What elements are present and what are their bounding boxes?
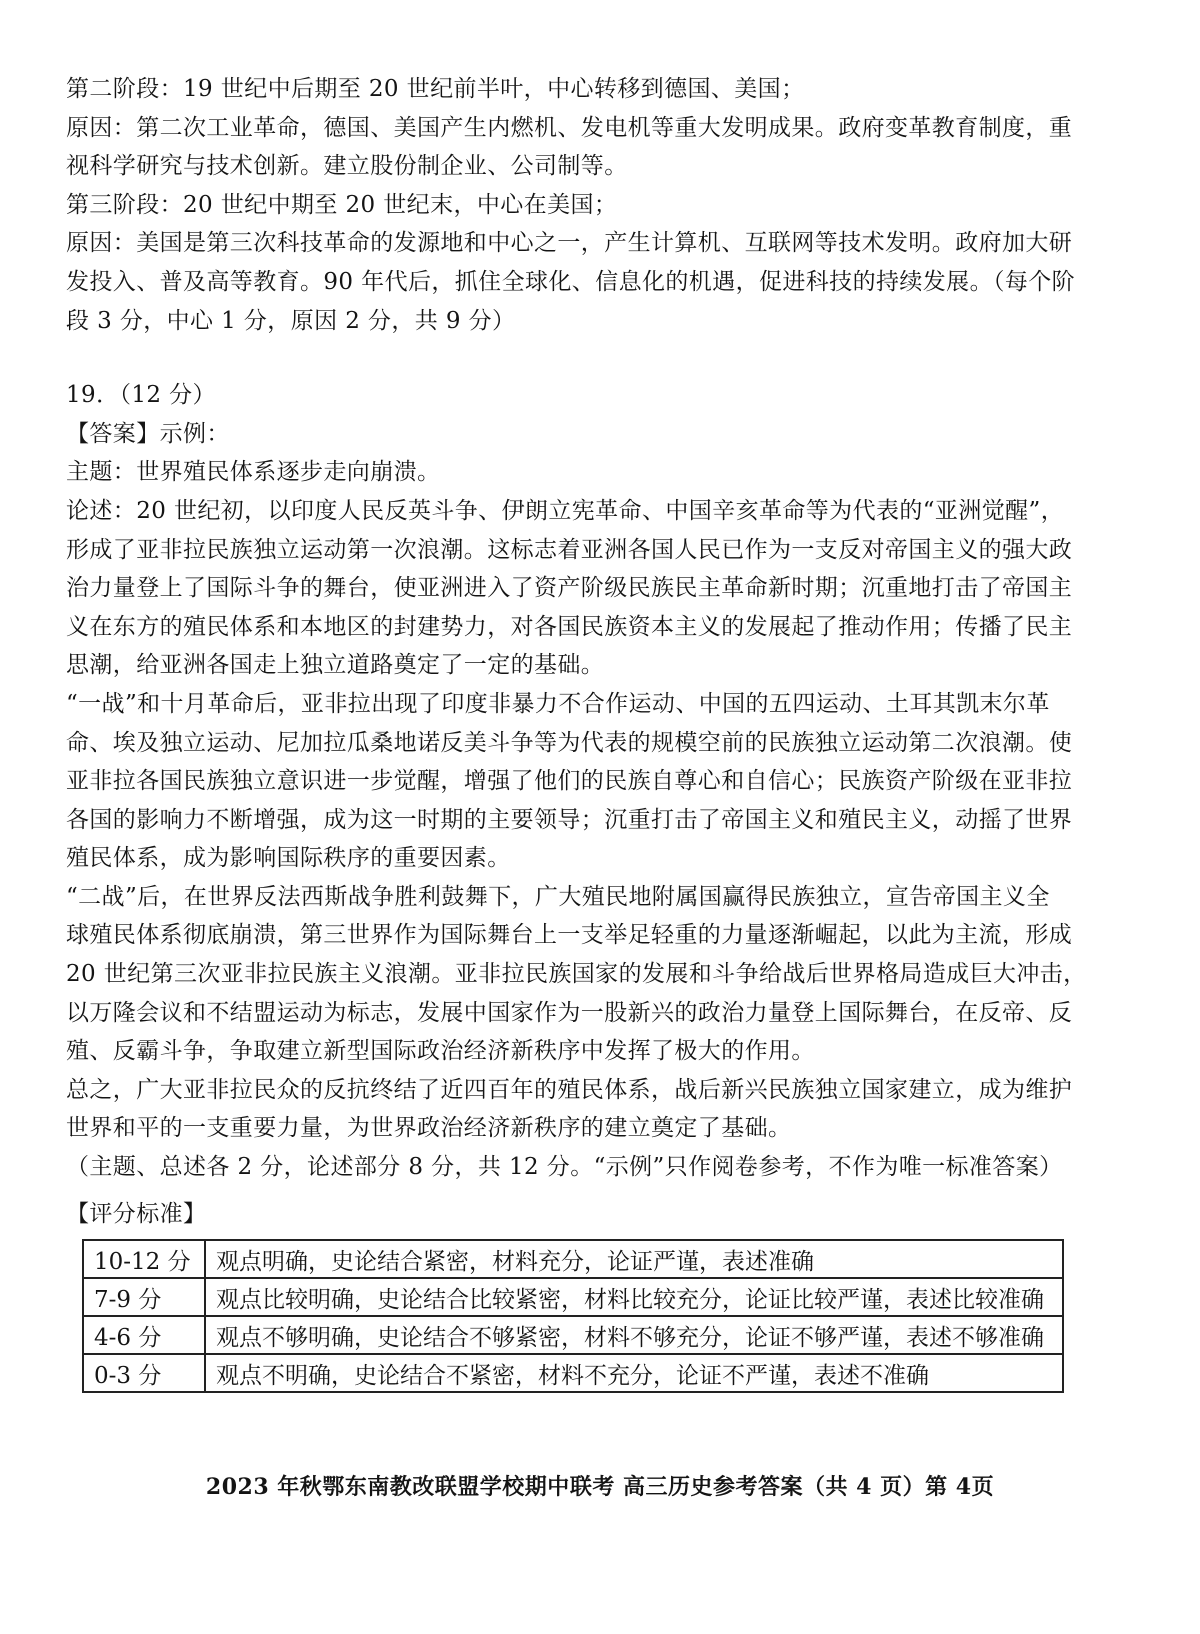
question-19-header: 19．（12 分） — [66, 382, 216, 409]
table-row — [83, 1240, 1063, 1278]
table-row — [83, 1278, 1063, 1316]
paragraph-2-line: 命、埃及独立运动、尼加拉瓜桑地诺反美斗争等为代表的规模空前的民族独立运动第二次浪潮。使 — [66, 729, 1073, 756]
rubric-score: 7-9 分 — [83, 1278, 205, 1316]
paragraph-2-line: 各国的影响力不断增强，成为这一时期的主要领导；沉重打击了帝国主义和殖民主义，动摇了世界 — [66, 806, 1073, 833]
stage3-title: 第三阶段：20 世纪中期至 20 世纪末，中心在美国； — [66, 191, 618, 218]
scoring-note: （主题、总述各 2 分，论述部分 8 分，共 12 分。“示例”只作阅卷参考，不作为唯一标准答案） — [66, 1154, 1063, 1181]
stage2-reason-line: 视科学研究与技术创新。建立股份制企业、公司制等。 — [66, 153, 628, 180]
stage3-reason-line: 原因：美国是第三次科技革命的发源地和中心之一，产生计算机、互联网等技术发明。政府加大研 — [66, 230, 1073, 257]
paragraph-1-line: 治力量登上了国际斗争的舞台，使亚洲进入了资产阶级民族民主革命新时期；沉重地打击了帝国主 — [66, 575, 1073, 602]
paragraph-3-line: 以万隆会议和不结盟运动为标志，发展中国家作为一股新兴的政治力量登上国际舞台，在反帝、反 — [66, 999, 1073, 1026]
paragraph-3-line: 球殖民体系彻底崩溃，第三世界作为国际舞台上一支举足轻重的力量逐渐崛起，以此为主流，形成 — [66, 922, 1073, 949]
page-footer: 2023 年秋鄂东南教改联盟学校期中联考 高三历史参考答案（共 4 页）第 4页 — [205, 1474, 995, 1500]
paragraph-1-line: 形成了亚非拉民族独立运动第一次浪潮。这标志着亚洲各国人民已作为一支反对帝国主义的强大政 — [66, 536, 1073, 563]
summary-line: 世界和平的一支重要力量，为世界政治经济新秩序的建立奠定了基础。 — [66, 1115, 792, 1142]
paragraph-2-line: 亚非拉各国民族独立意识进一步觉醒，增强了他们的民族自尊心和自信心；民族资产阶级在亚非拉 — [66, 768, 1073, 795]
paragraph-1-line: 论述：20 世纪初，以印度人民反英斗争、伊朗立宪革命、中国辛亥革命等为代表的“亚洲觉醒”， — [66, 497, 1065, 524]
paragraph-2-line: “一战”和十月革命后，亚非拉出现了印度非暴力不合作运动、中国的五四运动、土耳其凯末尔革 — [66, 690, 1050, 717]
stage3-reason-line: 发投入、普及高等教育。90 年代后，抓住全球化、信息化的机遇，促进科技的持续发展。（每个阶 — [66, 268, 1076, 295]
paragraph-1-line: 义在东方的殖民体系和本地区的封建势力，对各国民族资本主义的发展起了推动作用；传播了民主 — [66, 613, 1073, 640]
rubric-desc: 观点比较明确，史论结合比较紧密，材料比较充分，论证比较严谨，表述比较准确 — [205, 1278, 1063, 1316]
rubric-label: 【评分标准】 — [66, 1200, 207, 1227]
paragraph-3-line: 殖、反霸斗争，争取建立新型国际政治经济新秩序中发挥了极大的作用。 — [66, 1038, 815, 1065]
stage2-reason-line: 原因：第二次工业革命，德国、美国产生内燃机、发电机等重大发明成果。政府变革教育制度，重 — [66, 114, 1073, 141]
summary-line: 总之，广大亚非拉民众的反抗终结了近四百年的殖民体系，战后新兴民族独立国家建立，成为维护 — [66, 1076, 1073, 1103]
paragraph-2-line: 殖民体系，成为影响国际秩序的重要因素。 — [66, 845, 511, 872]
paragraph-3-line: “二战”后，在世界反法西斯战争胜利鼓舞下，广大殖民地附属国赢得民族独立，宣告帝国主义全 — [66, 883, 1050, 910]
answer-page — [66, 70, 1136, 1233]
stage2-title: 第二阶段：19 世纪中后期至 20 世纪前半叶，中心转移到德国、美国； — [66, 76, 805, 102]
theme-line: 主题：世界殖民体系逐步走向崩溃。 — [66, 459, 441, 486]
rubric-desc: 观点不够明确，史论结合不够紧密，材料不够充分，论证不够严谨，表述不够准确 — [205, 1316, 1063, 1354]
rubric-score: 10-12 分 — [83, 1240, 205, 1278]
stage3-reason-line: 段 3 分，中心 1 分，原因 2 分，共 9 分） — [66, 307, 516, 334]
rubric-table — [82, 1239, 1064, 1393]
table-row — [83, 1316, 1063, 1354]
rubric-desc: 观点不明确，史论结合不紧密，材料不充分，论证不严谨，表述不准确 — [205, 1354, 1063, 1392]
table-row — [83, 1354, 1063, 1392]
rubric-score: 0-3 分 — [83, 1354, 205, 1392]
paragraph-3-line: 20 世纪第三次亚非拉民族主义浪潮。亚非拉民族国家的发展和斗争给战后世界格局造成巨大冲击， — [66, 961, 1087, 988]
rubric-desc: 观点明确，史论结合紧密，材料充分，论证严谨，表述准确 — [205, 1240, 1063, 1278]
paragraph-1-line: 思潮，给亚洲各国走上独立道路奠定了一定的基础。 — [66, 652, 605, 679]
rubric-score: 4-6 分 — [83, 1316, 205, 1354]
answer-label: 【答案】示例： — [66, 420, 230, 447]
